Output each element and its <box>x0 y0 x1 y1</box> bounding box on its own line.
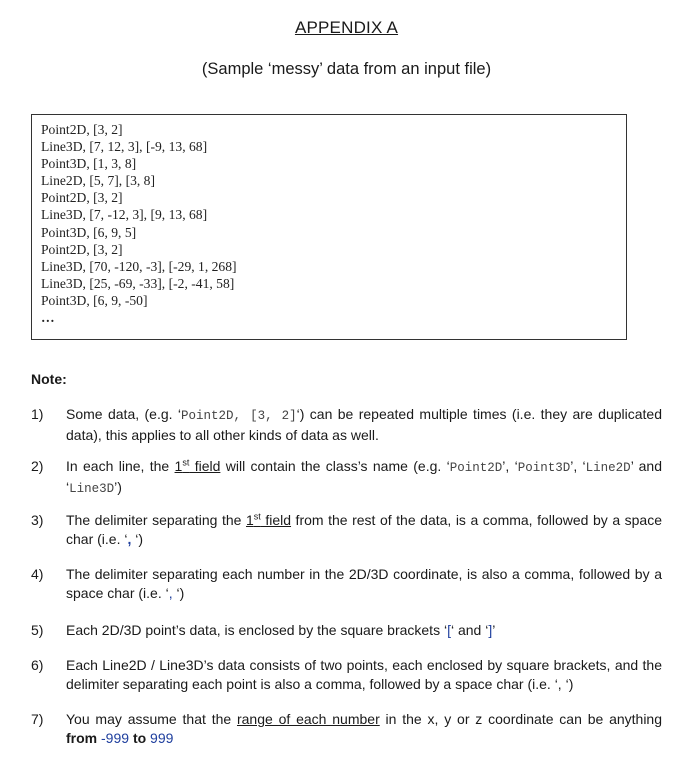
note-item-7 <box>31 710 662 747</box>
note-text: The delimiter separating the 1st field from the rest of the data, is a comma, followed by a space char (i.e. ‘, ‘) <box>66 511 662 547</box>
data-line: Point2D, [3, 2] <box>41 122 123 137</box>
note-text: You may assume that the range of each number in the x, y or z coordinate can be anything from -999 to 999 <box>66 711 663 746</box>
note-number: 4) <box>31 566 44 582</box>
data-line: Line3D, [25, -69, -33], [-2, -41, 58] <box>41 275 235 291</box>
appendix-subtitle: (Sample ‘messy’ data from an input file) <box>201 60 492 78</box>
data-line: Line2D, [5, 7], [3, 8] <box>41 173 156 189</box>
note-item-4 <box>31 565 662 602</box>
note-text: Each 2D/3D point’s data, is enclosed by the square brackets ‘[‘ and ‘]’ <box>66 622 496 638</box>
note-number: 6) <box>31 657 44 673</box>
note-item-5 <box>31 621 662 640</box>
data-line: Line3D, [7, 12, 3], [-9, 13, 68] <box>41 139 208 155</box>
data-line: Point3D, [6, 9, -50] <box>41 292 148 308</box>
note-item-2 <box>31 457 662 498</box>
data-line: Point3D, [6, 9, 5] <box>41 224 137 240</box>
note-text: Some data, (e.g. ‘Point2D, [3, 2]‘) can be repeated multiple times (i.e. they are duplicated data), this applies to all other kinds of data as well. <box>66 406 662 443</box>
data-line: Point2D, [3, 2] <box>41 190 123 206</box>
note-number: 7) <box>31 711 44 727</box>
data-ellipsis: … <box>41 310 57 326</box>
range-min: -999 <box>97 729 133 746</box>
open-bracket: [ <box>447 622 451 638</box>
note-item-3 <box>31 511 662 548</box>
delimiter-sample: , <box>168 584 177 601</box>
first-field-term: 1st field <box>246 511 292 528</box>
data-line: Point2D, [3, 2] <box>41 241 123 257</box>
note-heading: Note: <box>31 371 67 387</box>
appendix-title: APPENDIX A <box>294 18 399 37</box>
delimiter-sample: , <box>127 530 136 547</box>
first-field-term: 1st field <box>174 457 221 474</box>
sample-data-box <box>31 114 627 340</box>
data-line: Line3D, [70, -120, -3], [-29, 1, 268] <box>41 258 237 274</box>
note-text: Each Line2D / Line3D’s data consists of two points, each enclosed by square brackets, and the delimiter separating each point is also a comma, followed by a space char (i.e. ‘, ‘) <box>66 657 662 692</box>
note-number: 3) <box>31 512 44 528</box>
note-number: 2) <box>31 458 44 474</box>
code-sample: Point2D, [3, 2] <box>181 409 297 423</box>
data-line: Line3D, [7, -12, 3], [9, 13, 68] <box>41 207 208 223</box>
note-number: 1) <box>31 406 44 422</box>
note-text: The delimiter separating each number in the 2D/3D coordinate, is also a comma, followed by a space char (i.e. ‘, ‘) <box>66 566 662 601</box>
note-number: 5) <box>31 622 44 638</box>
note-item-6 <box>31 656 662 693</box>
data-line: Point3D, [1, 3, 8] <box>41 156 137 172</box>
note-text: In each line, the 1st field will contain the class’s name (e.g. ‘Point2D’, ‘Point3D’, ‘Line2D’ and ‘Line3D’) <box>66 457 662 496</box>
close-bracket: ] <box>488 622 493 638</box>
note-item-1 <box>31 405 662 444</box>
range-term: range of each number <box>236 711 380 727</box>
range-max: 999 <box>146 729 174 746</box>
